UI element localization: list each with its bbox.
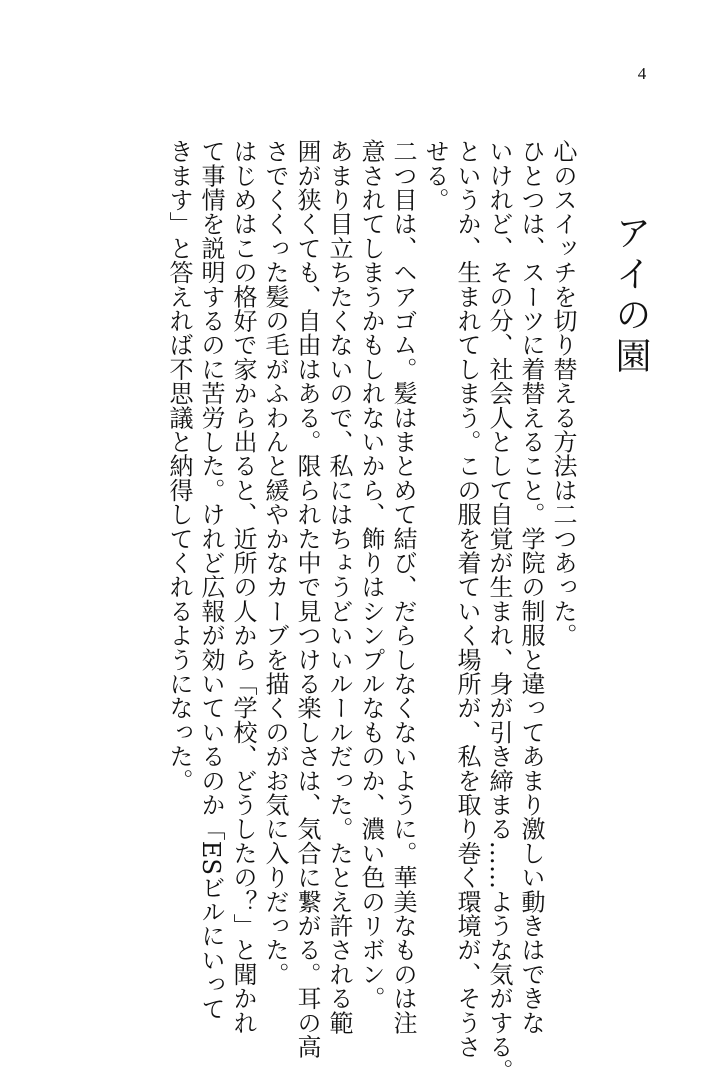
text-line: ひとつは、スーツに着替えること。学院の制服と違ってあまり激しい動きはできな [517,139,545,1035]
text-line: さでくくった髪の毛がふわんと緩やかなカーブを描くのがお気に入りだった。 [261,139,289,986]
text-line: いけれど、その分、社会人として自覚が生まれ、身が引き締まる……ような気がする。 [485,139,513,1083]
page-number: 4 [637,64,647,83]
body-text [163,139,579,1083]
text-line: 囲が狭くても、自由はある。限られた中で見つける楽しさは、気合に繋がる。耳の高 [293,139,321,1059]
text-line: 二つ目は、ヘアゴム。髪はまとめて結び、だらしなくないように。華美なものは注 [389,139,417,1035]
text-line: きます」と答えれば不思議と納得してくれるようになった。 [165,139,193,793]
text-line: せる。 [421,139,449,212]
text-line: 心のスイッチを切り替える方法は二つあった。 [549,139,577,648]
text-line: て事情を説明するのに苦労した。けれど広報が効いているのか「ESビルにいって [197,139,225,1021]
chapter-title: アイの園 [610,214,651,378]
text-line: あまり目立ちたくないので、私にはちょうどいいルールだった。たとえ許される範 [325,139,353,1035]
text-line: 意されてしまうかもしれないから、飾りはシンプルなものか、濃い色のリボン。 [357,139,385,1011]
text-line: はじめはこの格好で家から出ると、近所の人から「学校、どうしたの？」と聞かれ [229,139,257,1035]
text-line: というか、生まれてしまう。この服を着ていく場所が、私を取り巻く環境が、そうさ [453,139,481,1059]
